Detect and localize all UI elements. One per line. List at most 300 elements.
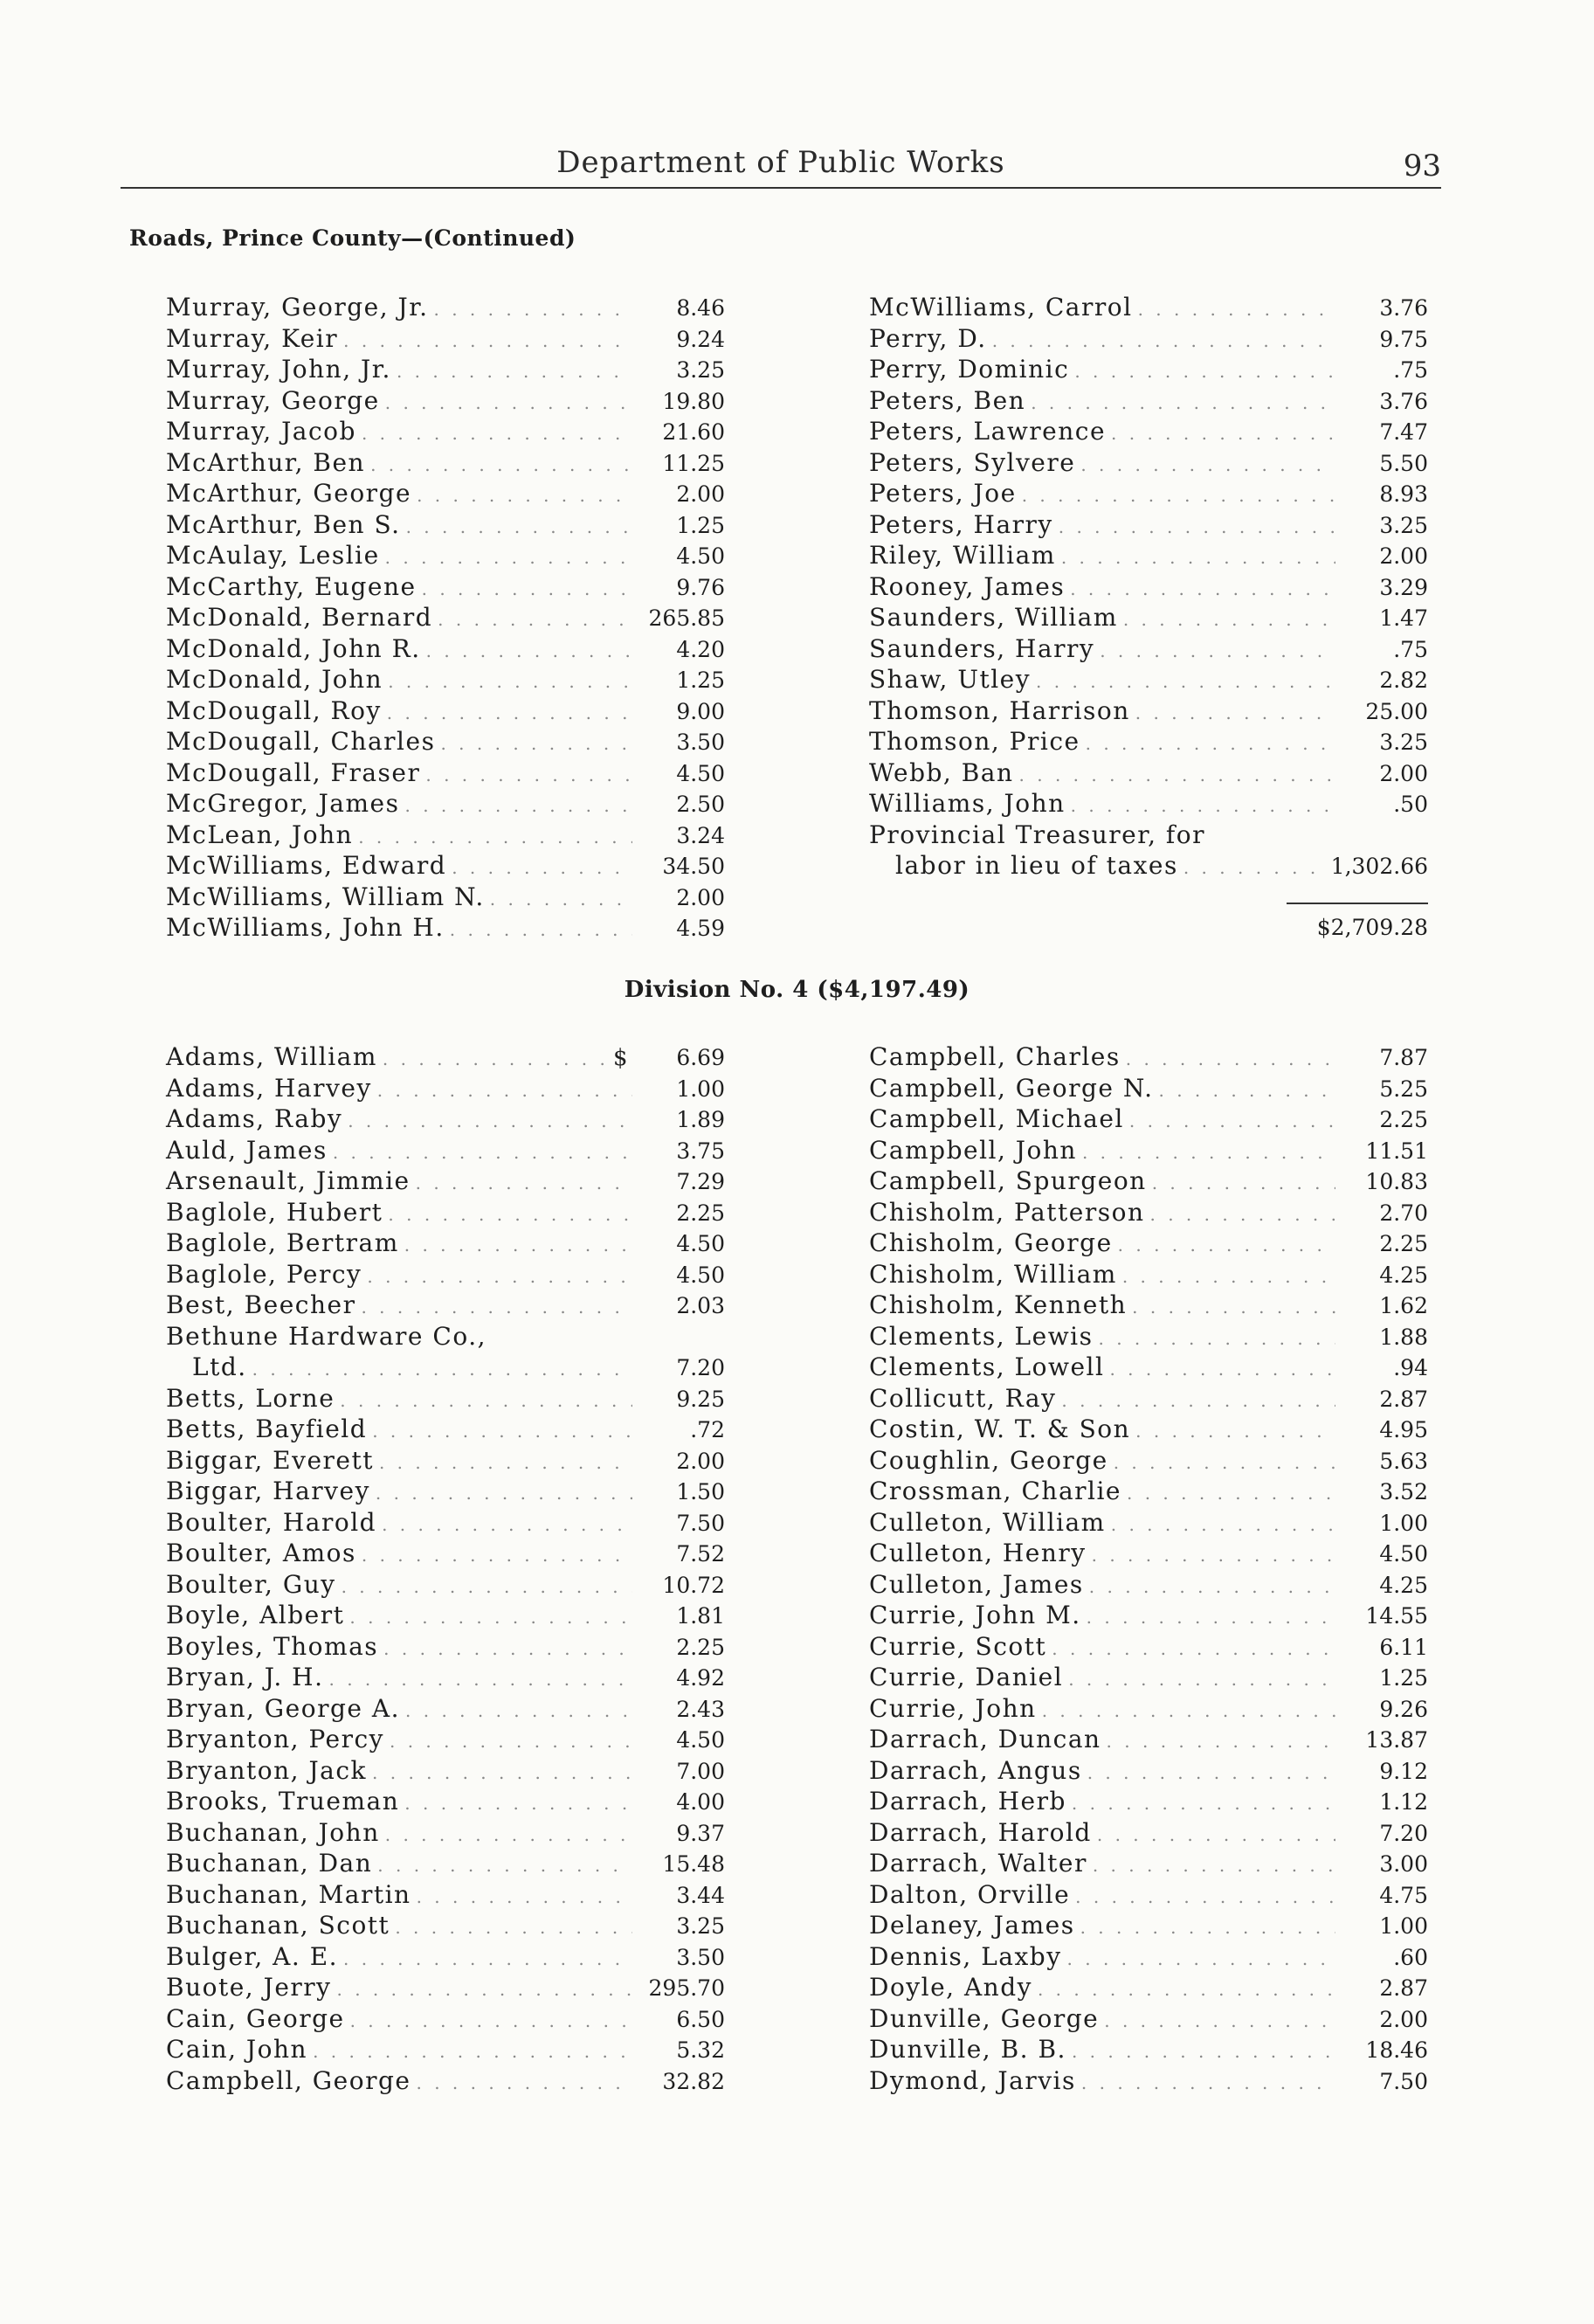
dot-leader	[992, 326, 1335, 357]
dot-leader	[416, 1168, 632, 1200]
entry-amount: 2.00	[1379, 2006, 1428, 2032]
dot-leader	[390, 1726, 632, 1758]
dot-leader	[1183, 853, 1326, 884]
list-item	[166, 664, 725, 695]
entry-name: Currie, Scott	[869, 1631, 1047, 1661]
entry-name: Darrach, Herb	[869, 1787, 1066, 1816]
entry-amount: 7.50	[1379, 2068, 1428, 2094]
list-item	[869, 323, 1428, 355]
entry-name: Culleton, Henry	[869, 1539, 1087, 1567]
entry-amount: 7.00	[676, 1758, 725, 1784]
entry-name: Baglole, Bertram	[166, 1228, 399, 1257]
dot-leader	[1135, 1416, 1335, 1448]
dot-leader	[385, 388, 632, 419]
entry-amount: 2.00	[1379, 543, 1428, 569]
list-item	[166, 1228, 725, 1259]
dot-leader	[1149, 1200, 1335, 1231]
dot-leader	[350, 2006, 632, 2037]
list-item	[869, 1414, 1428, 1445]
list-item	[166, 850, 725, 882]
entry-amount: 1.00	[1379, 1510, 1428, 1536]
entry-amount: 9.12	[1379, 1758, 1428, 1784]
dot-leader	[358, 822, 632, 854]
list-item	[869, 1321, 1428, 1352]
list-item	[869, 571, 1428, 603]
dot-leader	[383, 1634, 632, 1665]
entry-name: McLean, John	[166, 820, 354, 849]
entry-name: Peters, Joe	[869, 479, 1017, 508]
dot-leader	[372, 1758, 632, 1789]
dot-leader	[385, 543, 632, 574]
dot-leader	[422, 574, 632, 605]
entry-amount: 7.52	[676, 1541, 725, 1567]
dot-leader	[452, 853, 632, 884]
dot-leader	[1118, 1230, 1335, 1262]
dot-leader	[1019, 760, 1335, 792]
list-item	[166, 416, 725, 447]
entry-amount: 11.51	[1365, 1138, 1428, 1164]
dot-leader	[1132, 1292, 1335, 1324]
dot-leader	[1086, 729, 1335, 760]
dot-leader	[1126, 1044, 1335, 1076]
dot-leader	[343, 1944, 632, 1975]
dot-leader	[1081, 2068, 1335, 2099]
list-item	[869, 1383, 1428, 1414]
entry-name: McDougall, Fraser	[166, 757, 421, 787]
entry-amount: 4.75	[1379, 1882, 1428, 1908]
list-item	[869, 664, 1428, 695]
entry-amount: 4.25	[1379, 1572, 1428, 1598]
entry-name: Thomson, Harrison	[869, 695, 1130, 725]
entry-name: Bryanton, Jack	[166, 1755, 368, 1785]
entry-amount: 1.25	[676, 667, 725, 693]
entry-amount: 9.26	[1379, 1696, 1428, 1722]
entry-name: Murray, George	[166, 385, 380, 415]
list-item	[869, 447, 1428, 479]
entry-amount: 1.00	[676, 1076, 725, 1102]
list-item	[869, 1259, 1428, 1290]
dot-leader	[1072, 1788, 1335, 1820]
dot-leader	[1097, 1820, 1335, 1851]
list-item	[166, 354, 725, 385]
list-item	[166, 1755, 725, 1787]
entry-name: Culleton, William	[869, 1507, 1106, 1537]
list-item	[166, 2034, 725, 2065]
dot-leader	[1075, 1882, 1335, 1913]
list-item	[869, 416, 1428, 447]
list-item	[166, 1941, 725, 1973]
entry-amount: 1.25	[676, 512, 725, 538]
entry-name: Boulter, Guy	[166, 1569, 336, 1599]
list-item	[869, 1165, 1428, 1197]
entry-amount: 3.25	[676, 1913, 725, 1939]
dot-leader	[361, 1292, 632, 1324]
list-item	[869, 1476, 1428, 1507]
entry-amount: .50	[1393, 792, 1428, 817]
entry-name: Webb, Ban	[869, 757, 1014, 787]
total-amount: $2,709.28	[1316, 915, 1428, 940]
dot-leader	[1158, 1076, 1335, 1107]
dot-leader	[1052, 1634, 1335, 1665]
entry-amount: 7.29	[676, 1169, 725, 1194]
entry-amount: 7.20	[1379, 1820, 1428, 1846]
entry-amount: 2.87	[1379, 1386, 1428, 1412]
entry-name: labor in lieu of taxes	[895, 851, 1178, 880]
entry-amount: 5.32	[676, 2037, 725, 2063]
list-item	[166, 1569, 725, 1601]
dot-leader	[417, 1882, 632, 1913]
dot-leader	[404, 791, 632, 822]
dot-leader	[1123, 605, 1335, 636]
list-item	[869, 1941, 1428, 1973]
entry-amount: 8.46	[676, 295, 725, 321]
dot-leader	[348, 1106, 632, 1138]
list-item	[166, 1507, 725, 1539]
dot-leader	[416, 2068, 632, 2099]
list-item	[869, 1507, 1428, 1539]
entry-amount: 1,302.66	[1330, 854, 1428, 879]
list-item	[166, 1600, 725, 1631]
entry-name: Chisholm, William	[869, 1259, 1117, 1289]
dot-leader	[1135, 698, 1335, 730]
entry-name: Currie, John M.	[869, 1601, 1081, 1629]
dot-leader	[405, 1696, 632, 1727]
list-item	[166, 633, 725, 665]
dot-leader	[336, 1975, 632, 2006]
entry-name: McWilliams, William N.	[166, 882, 485, 911]
entry-amount: 4.50	[676, 1727, 725, 1753]
dot-leader	[1100, 636, 1335, 667]
entry-name: Boulter, Amos	[166, 1539, 356, 1567]
page-title: Department of Public Works	[556, 145, 1005, 180]
entry-amount: 10.83	[1365, 1169, 1428, 1194]
entry-name: Rooney, James	[869, 571, 1066, 601]
entry-amount: 3.76	[1379, 295, 1428, 321]
entry-amount: 1.00	[1379, 1913, 1428, 1939]
entry-amount: 2.25	[1379, 1107, 1428, 1132]
entry-name: Dennis, Laxby	[869, 1941, 1062, 1971]
entry-amount: 14.55	[1365, 1603, 1428, 1629]
entry-name: Campbell, Michael	[869, 1104, 1124, 1133]
entry-amount: 13.87	[1365, 1727, 1428, 1753]
dot-leader	[1092, 1540, 1335, 1572]
entry-name: McDougall, Charles	[166, 727, 436, 756]
dot-leader	[1071, 791, 1335, 822]
list-item	[869, 478, 1428, 509]
dot-leader	[388, 1200, 632, 1231]
list-item	[166, 1476, 725, 1507]
entry-name: Peters, Ben	[869, 385, 1026, 415]
entry-amount: 2.25	[1379, 1231, 1428, 1256]
entry-amount: 4.50	[676, 543, 725, 569]
dot-leader	[1109, 1354, 1335, 1386]
entry-name: Bulger, A. E.	[166, 1941, 339, 1971]
dot-leader	[440, 729, 632, 760]
dot-leader	[1038, 1975, 1335, 2006]
entry-amount: .75	[1393, 636, 1428, 662]
list-item	[869, 1041, 1428, 1073]
entry-name: Culleton, James	[869, 1569, 1084, 1599]
dot-leader	[433, 294, 632, 326]
entry-amount: 3.76	[1379, 388, 1428, 414]
list-item	[869, 1631, 1428, 1663]
list-item	[166, 1103, 725, 1135]
list-item	[166, 1321, 725, 1352]
entry-amount: 7.87	[1379, 1045, 1428, 1070]
entry-amount: 9.37	[676, 1820, 725, 1846]
dot-leader	[1122, 1262, 1335, 1293]
dot-leader	[376, 1478, 632, 1510]
dot-leader	[362, 1540, 632, 1572]
list-item	[869, 633, 1428, 665]
list-item	[166, 1383, 725, 1414]
part1-left-column	[166, 292, 725, 944]
entry-amount: 7.20	[676, 1355, 725, 1380]
entry-amount: 2.00	[1379, 760, 1428, 786]
entry-name: Doyle, Andy	[869, 1973, 1032, 2002]
entry-name: Best, Beecher	[166, 1290, 356, 1319]
entry-name: Murray, George, Jr.	[166, 293, 429, 322]
entry-name: Buchanan, Dan	[166, 1849, 373, 1878]
list-item	[869, 1197, 1428, 1228]
entry-name: Buchanan, Martin	[166, 1879, 411, 1909]
list-item	[166, 1848, 725, 1879]
list-item	[166, 1135, 725, 1166]
list-item	[869, 292, 1428, 323]
dot-leader	[1022, 481, 1335, 512]
list-item	[166, 726, 725, 757]
entry-amount: 2.25	[676, 1634, 725, 1660]
entry-name: Peters, Sylvere	[869, 447, 1076, 477]
dot-leader	[490, 884, 632, 916]
dot-leader	[1098, 1324, 1335, 1355]
entry-name: Perry, Dominic	[869, 355, 1070, 384]
entry-name: Adams, Harvey	[166, 1073, 372, 1103]
entry-name: McDonald, Bernard	[166, 603, 433, 632]
list-item	[869, 1662, 1428, 1693]
dot-leader	[1059, 512, 1335, 543]
dot-leader	[388, 667, 632, 698]
entry-name: Buchanan, Scott	[166, 1911, 390, 1940]
dot-leader	[404, 1788, 632, 1820]
entry-amount: 1.88	[1379, 1324, 1428, 1350]
list-item	[166, 478, 725, 509]
entry-name: Boyles, Thomas	[166, 1631, 379, 1661]
list-item	[869, 1910, 1428, 1941]
list-item	[869, 1693, 1428, 1725]
entry-amount: 32.82	[662, 2068, 725, 2094]
entry-name: Dunville, B. B.	[869, 2035, 1066, 2064]
entry-amount: .94	[1393, 1355, 1428, 1380]
entry-name: McDougall, Roy	[166, 695, 382, 725]
entry-amount: 2.03	[676, 1293, 725, 1318]
entry-name: Campbell, Charles	[869, 1042, 1121, 1071]
entry-amount: 3.50	[676, 730, 725, 755]
entry-amount: 5.63	[1379, 1448, 1428, 1474]
list-item	[869, 1786, 1428, 1817]
list-item	[869, 726, 1428, 757]
dot-leader	[438, 605, 632, 636]
entry-amount: 1.47	[1379, 605, 1428, 631]
list-item	[869, 1879, 1428, 1911]
page-number: 93	[1403, 149, 1441, 183]
list-item	[869, 820, 1428, 851]
dot-leader	[362, 418, 632, 450]
entry-amount: 2.00	[676, 884, 725, 910]
entry-name: Darrach, Walter	[869, 1849, 1087, 1878]
entry-name: Collicutt, Ray	[869, 1383, 1057, 1413]
list-item	[869, 757, 1428, 789]
list-item	[869, 1352, 1428, 1383]
entry-name: Murray, Keir	[166, 323, 339, 353]
list-item	[869, 1445, 1428, 1477]
dot-leader	[342, 1572, 632, 1603]
entry-name: Shaw, Utley	[869, 665, 1032, 694]
dot-leader	[1127, 1478, 1335, 1510]
list-item	[166, 1445, 725, 1477]
list-item	[166, 882, 725, 913]
list-item	[166, 1352, 725, 1383]
list-item	[869, 850, 1428, 882]
dot-leader	[395, 1912, 632, 1944]
list-item	[166, 1724, 725, 1755]
list-item	[166, 757, 725, 789]
list-item	[166, 1693, 725, 1725]
entry-name: Campbell, Spurgeon	[869, 1166, 1147, 1195]
list-item	[166, 1879, 725, 1911]
entry-amount: 6.69	[676, 1045, 725, 1070]
list-item	[869, 1972, 1428, 2003]
dot-leader	[343, 326, 632, 357]
entry-amount: 2.43	[676, 1696, 725, 1722]
entry-amount: 4.50	[676, 760, 725, 786]
entry-amount: 3.44	[676, 1882, 725, 1908]
dot-leader	[328, 1664, 632, 1696]
list-item	[166, 2065, 725, 2097]
entry-name: McArthur, Ben	[166, 447, 366, 477]
entry-amount: 3.29	[1379, 574, 1428, 600]
list-item	[166, 695, 725, 727]
entry-amount: 11.25	[662, 450, 725, 476]
entry-name: Costin, W. T. & Son	[869, 1414, 1131, 1443]
entry-amount: 21.60	[662, 419, 725, 445]
entry-name: Cain, John	[166, 2035, 308, 2064]
entry-amount: 2.50	[676, 792, 725, 817]
entry-amount: 15.48	[662, 1851, 725, 1877]
list-item	[869, 1724, 1428, 1755]
list-item	[869, 602, 1428, 633]
list-item	[166, 1165, 725, 1197]
entry-name: Arsenault, Jimmie	[166, 1166, 411, 1195]
dot-leader	[397, 356, 632, 388]
entry-name: Boyle, Albert	[166, 1601, 345, 1629]
list-item	[166, 1259, 725, 1290]
list-item	[166, 1073, 725, 1104]
entry-name: Boulter, Harold	[166, 1507, 377, 1537]
entry-name: McArthur, George	[166, 479, 412, 508]
list-item	[869, 509, 1428, 541]
entry-amount: 8.93	[1379, 481, 1428, 507]
dollar-sign: $	[613, 1045, 628, 1071]
entry-name: Murray, Jacob	[166, 417, 356, 446]
dot-leader	[333, 1138, 632, 1169]
entry-name: Adams, Raby	[166, 1104, 343, 1133]
list-item	[166, 788, 725, 820]
entry-amount: 5.50	[1379, 450, 1428, 476]
entry-name: McDonald, John R.	[166, 633, 421, 663]
entry-name: Saunders, William	[869, 603, 1118, 632]
entry-amount: 18.46	[1365, 2037, 1428, 2063]
dot-leader	[1068, 1664, 1335, 1696]
entry-amount: 9.75	[1379, 326, 1428, 352]
list-item	[166, 820, 725, 851]
entry-name: Campbell, George	[166, 2065, 411, 2095]
entry-amount: 265.85	[648, 605, 725, 631]
dot-leader	[1104, 2006, 1335, 2037]
entry-name: Ltd.	[192, 1352, 247, 1381]
entry-amount: 9.00	[676, 698, 725, 724]
entry-name: Darrach, Duncan	[869, 1725, 1101, 1753]
entry-amount: 1.50	[676, 1479, 725, 1504]
entry-name: Clements, Lowell	[869, 1352, 1105, 1381]
entry-name: Biggar, Everett	[166, 1445, 374, 1475]
dot-leader	[1082, 1138, 1335, 1169]
entry-name: Dymond, Jarvis	[869, 2065, 1076, 2095]
entry-name: Currie, John	[869, 1693, 1037, 1723]
entry-name: Buchanan, John	[166, 1817, 380, 1847]
entry-amount: 19.80	[662, 388, 725, 414]
dot-leader	[406, 512, 632, 543]
entry-name: McDonald, John	[166, 665, 383, 694]
entry-name: Thomson, Price	[869, 727, 1080, 756]
list-item	[166, 1662, 725, 1693]
list-item	[166, 912, 725, 944]
list-item	[869, 385, 1428, 417]
entry-name: Clements, Lewis	[869, 1321, 1094, 1351]
entry-amount: 3.75	[676, 1138, 725, 1164]
list-item	[166, 1197, 725, 1228]
entry-amount: .75	[1393, 357, 1428, 383]
list-item	[166, 2003, 725, 2035]
list-item	[166, 1538, 725, 1569]
entry-amount: 2.25	[676, 1200, 725, 1226]
entry-amount: 5.25	[1379, 1076, 1428, 1102]
list-item	[166, 1786, 725, 1817]
dot-leader	[1061, 1386, 1335, 1417]
entry-name: Williams, John	[869, 789, 1066, 818]
dot-leader	[1061, 543, 1335, 574]
dot-leader	[1138, 294, 1335, 326]
entry-amount: 1.25	[1379, 1665, 1428, 1691]
entry-name: Darrach, Angus	[869, 1755, 1082, 1785]
entry-amount: 3.50	[676, 1944, 725, 1970]
entry-amount: 9.24	[676, 326, 725, 352]
dot-leader	[377, 1076, 632, 1107]
list-item	[166, 571, 725, 603]
entry-name: Murray, John, Jr.	[166, 355, 391, 384]
entry-amount: 4.00	[676, 1789, 725, 1815]
list-item	[869, 2034, 1428, 2065]
entry-name: Campbell, George N.	[869, 1073, 1154, 1103]
entry-name: Saunders, Harry	[869, 633, 1095, 663]
entry-amount: 6.50	[676, 2006, 725, 2032]
entry-amount: 2.00	[676, 1448, 725, 1474]
list-item	[166, 1972, 725, 2003]
entry-amount: 6.11	[1379, 1634, 1428, 1660]
entry-name: Bryan, George A.	[166, 1693, 401, 1723]
entry-amount: 3.25	[1379, 730, 1428, 755]
entry-name: Darrach, Harold	[869, 1817, 1092, 1847]
